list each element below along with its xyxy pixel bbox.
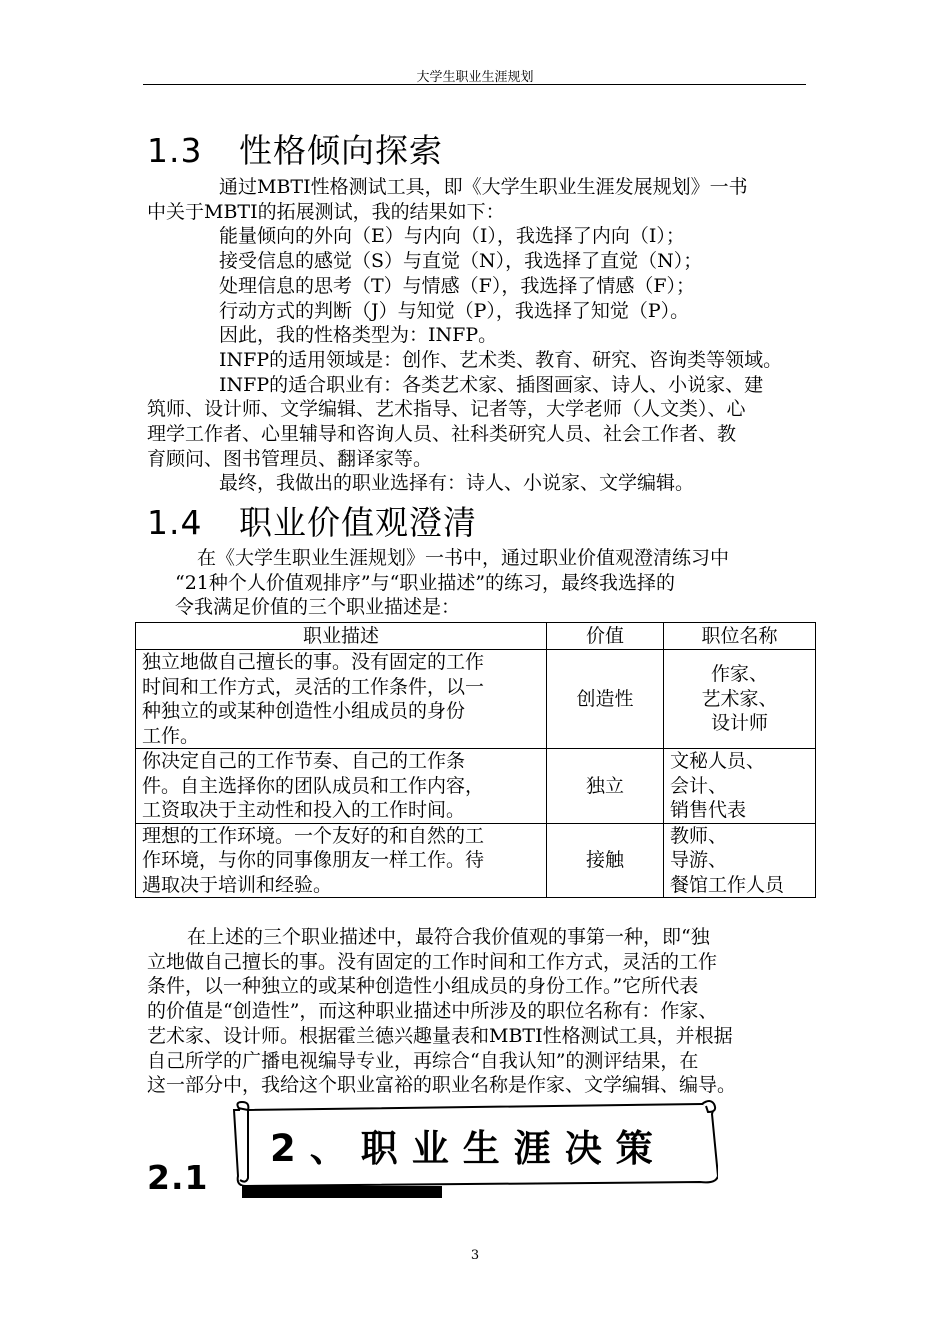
cell-line: 理想的工作环境。一个友好的和自然的工: [142, 824, 485, 847]
cell-line: 文秘人员、: [670, 750, 766, 772]
column-header: 价值: [547, 623, 664, 650]
paragraph-line: INFP的适合职业有：各类艺术家、插图画家、诗人、小说家、建: [219, 373, 764, 396]
section-1-4-heading: [147, 503, 477, 543]
paragraph-line: 行动方式的判断（J）与知觉（P），我选择了知觉（P）。: [219, 299, 690, 322]
paragraph-line: 中关于MBTI的拓展测试，我的结果如下：: [147, 200, 505, 223]
paragraph-line: 在上述的三个职业描述中，最符合我价值观的事第一种，即“独: [187, 926, 710, 948]
section-title: 职业价值观澄清: [239, 503, 477, 542]
section-number: 2.1: [147, 1158, 209, 1197]
paragraph-line: 因此，我的性格类型为：INFP。: [219, 324, 498, 347]
paragraph-line: 能量倾向的外向（E）与内向（I），我选择了内向（I）；: [219, 225, 685, 248]
paragraph-line: 处理信息的思考（T）与情感（F），我选择了情感（F）；: [219, 274, 696, 297]
cell-line: 时间和工作方式，灵活的工作条件，以一: [142, 675, 485, 698]
cell-line: 作环境，与你的同事像朋友一样工作。待: [142, 849, 485, 871]
section-number: 1.4: [147, 503, 203, 542]
description-cell: [136, 749, 547, 824]
cell-line: 件。自主选择你的团队成员和工作内容，: [142, 774, 485, 797]
cell-line: 遇取决于培训和经验。: [142, 873, 333, 896]
paragraph-line: 这一部分中，我给这个职业富裕的职业名称是作家、文学编辑、编导。: [147, 1074, 737, 1097]
banner-title: 2、职业生涯决策: [270, 1127, 667, 1170]
cell-line: 种独立的或某种创造性小组成员的身份: [142, 700, 466, 722]
description-cell: [136, 823, 547, 898]
paragraph-line: “21种个人价值观排序”与“职业描述”的练习，最终我选择的: [175, 571, 676, 594]
section-title: 性格倾向探索: [239, 131, 443, 170]
cell-line: 作家、: [710, 663, 768, 686]
paragraph-line: 的价值是“创造性”，而这种职业描述中所涉及的职位名称有：作家、: [147, 1000, 718, 1023]
table-row: [136, 749, 816, 824]
cell-line: 工作。: [142, 724, 200, 747]
cell-line: 艺术家、: [701, 687, 778, 710]
cell-line: 教师、: [670, 824, 728, 847]
paragraph-line: INFP的适用领域是：创作、艺术类、教育、研究、咨询类等领域。: [219, 348, 783, 371]
value-cell: 创造性: [547, 650, 664, 749]
section-2-1-heading: [147, 1158, 239, 1198]
value-cell: 独立: [547, 749, 664, 824]
column-header: 职业描述: [136, 623, 547, 650]
paragraph-line: 最终，我做出的职业选择有：诗人、小说家、文学编辑。: [219, 472, 695, 495]
table-header-row: [136, 623, 816, 650]
positions-cell: [664, 749, 816, 824]
positions-cell: [664, 823, 816, 898]
paragraph-line: 育顾问、图书管理员、翻译家等。: [147, 447, 433, 470]
header-rule: [143, 84, 806, 85]
paragraph-line: 筑师、设计师、文学编辑、艺术指导、记者等，大学老师（人文类）、心: [147, 398, 746, 421]
section-number: 1.3: [147, 131, 203, 170]
cell-line: 独立地做自己擅长的事。没有固定的工作: [142, 651, 485, 673]
section-1-4-conclusion: [147, 925, 812, 1098]
table-row: [136, 823, 816, 898]
cell-line: 你决定自己的工作节奏、自己的工作条: [142, 750, 466, 772]
paragraph-line: 接受信息的感觉（S）与直觉（N），我选择了直觉（N）；: [219, 250, 703, 273]
paragraph-line: 令我满足价值的三个职业描述是：: [175, 596, 461, 619]
section-1-3-heading: [147, 131, 443, 171]
paragraph-line: 自己所学的广播电视编导专业，再综合“自我认知”的测评结果，在: [147, 1049, 699, 1072]
cell-line: 会计、: [670, 774, 728, 797]
paragraph-line: 艺术家、设计师。根据霍兰德兴趣量表和MBTI性格测试工具，并根据: [147, 1024, 733, 1047]
column-header: 职位名称: [664, 623, 816, 650]
cell-line: 导游、: [670, 849, 728, 871]
paragraph-line: 在《大学生职业生涯规划》一书中，通过职业价值观澄清练习中: [197, 547, 730, 569]
section-1-3-body: [147, 175, 812, 496]
paragraph-line: 立地做自己擅长的事。没有固定的工作时间和工作方式，灵活的工作: [147, 950, 718, 973]
paragraph-line: 理学工作者、心里辅导和咨询人员、社科类研究人员、社会工作者、教: [147, 423, 737, 446]
cell-line: 销售代表: [670, 799, 747, 821]
section-1-4-intro: [147, 546, 812, 620]
positions-cell: [664, 650, 816, 749]
table-row: [136, 650, 816, 749]
cell-line: 工资取决于主动性和投入的工作时间。: [142, 799, 466, 821]
page-number: 3: [470, 1248, 480, 1263]
description-cell: [136, 650, 547, 749]
cell-line: 设计师: [710, 712, 768, 735]
paragraph-line: 条件，以一种独立的或某种创造性小组成员的身份工作。”它所代表: [147, 975, 699, 998]
career-values-table: [135, 622, 816, 898]
cell-line: 餐馆工作人员: [670, 873, 785, 896]
value-cell: 接触: [547, 823, 664, 898]
paragraph-line: 通过MBTI性格测试工具，即《大学生职业生涯发展规划》一书: [219, 176, 748, 198]
page-header-title: 大学生职业生涯规划: [416, 70, 534, 85]
